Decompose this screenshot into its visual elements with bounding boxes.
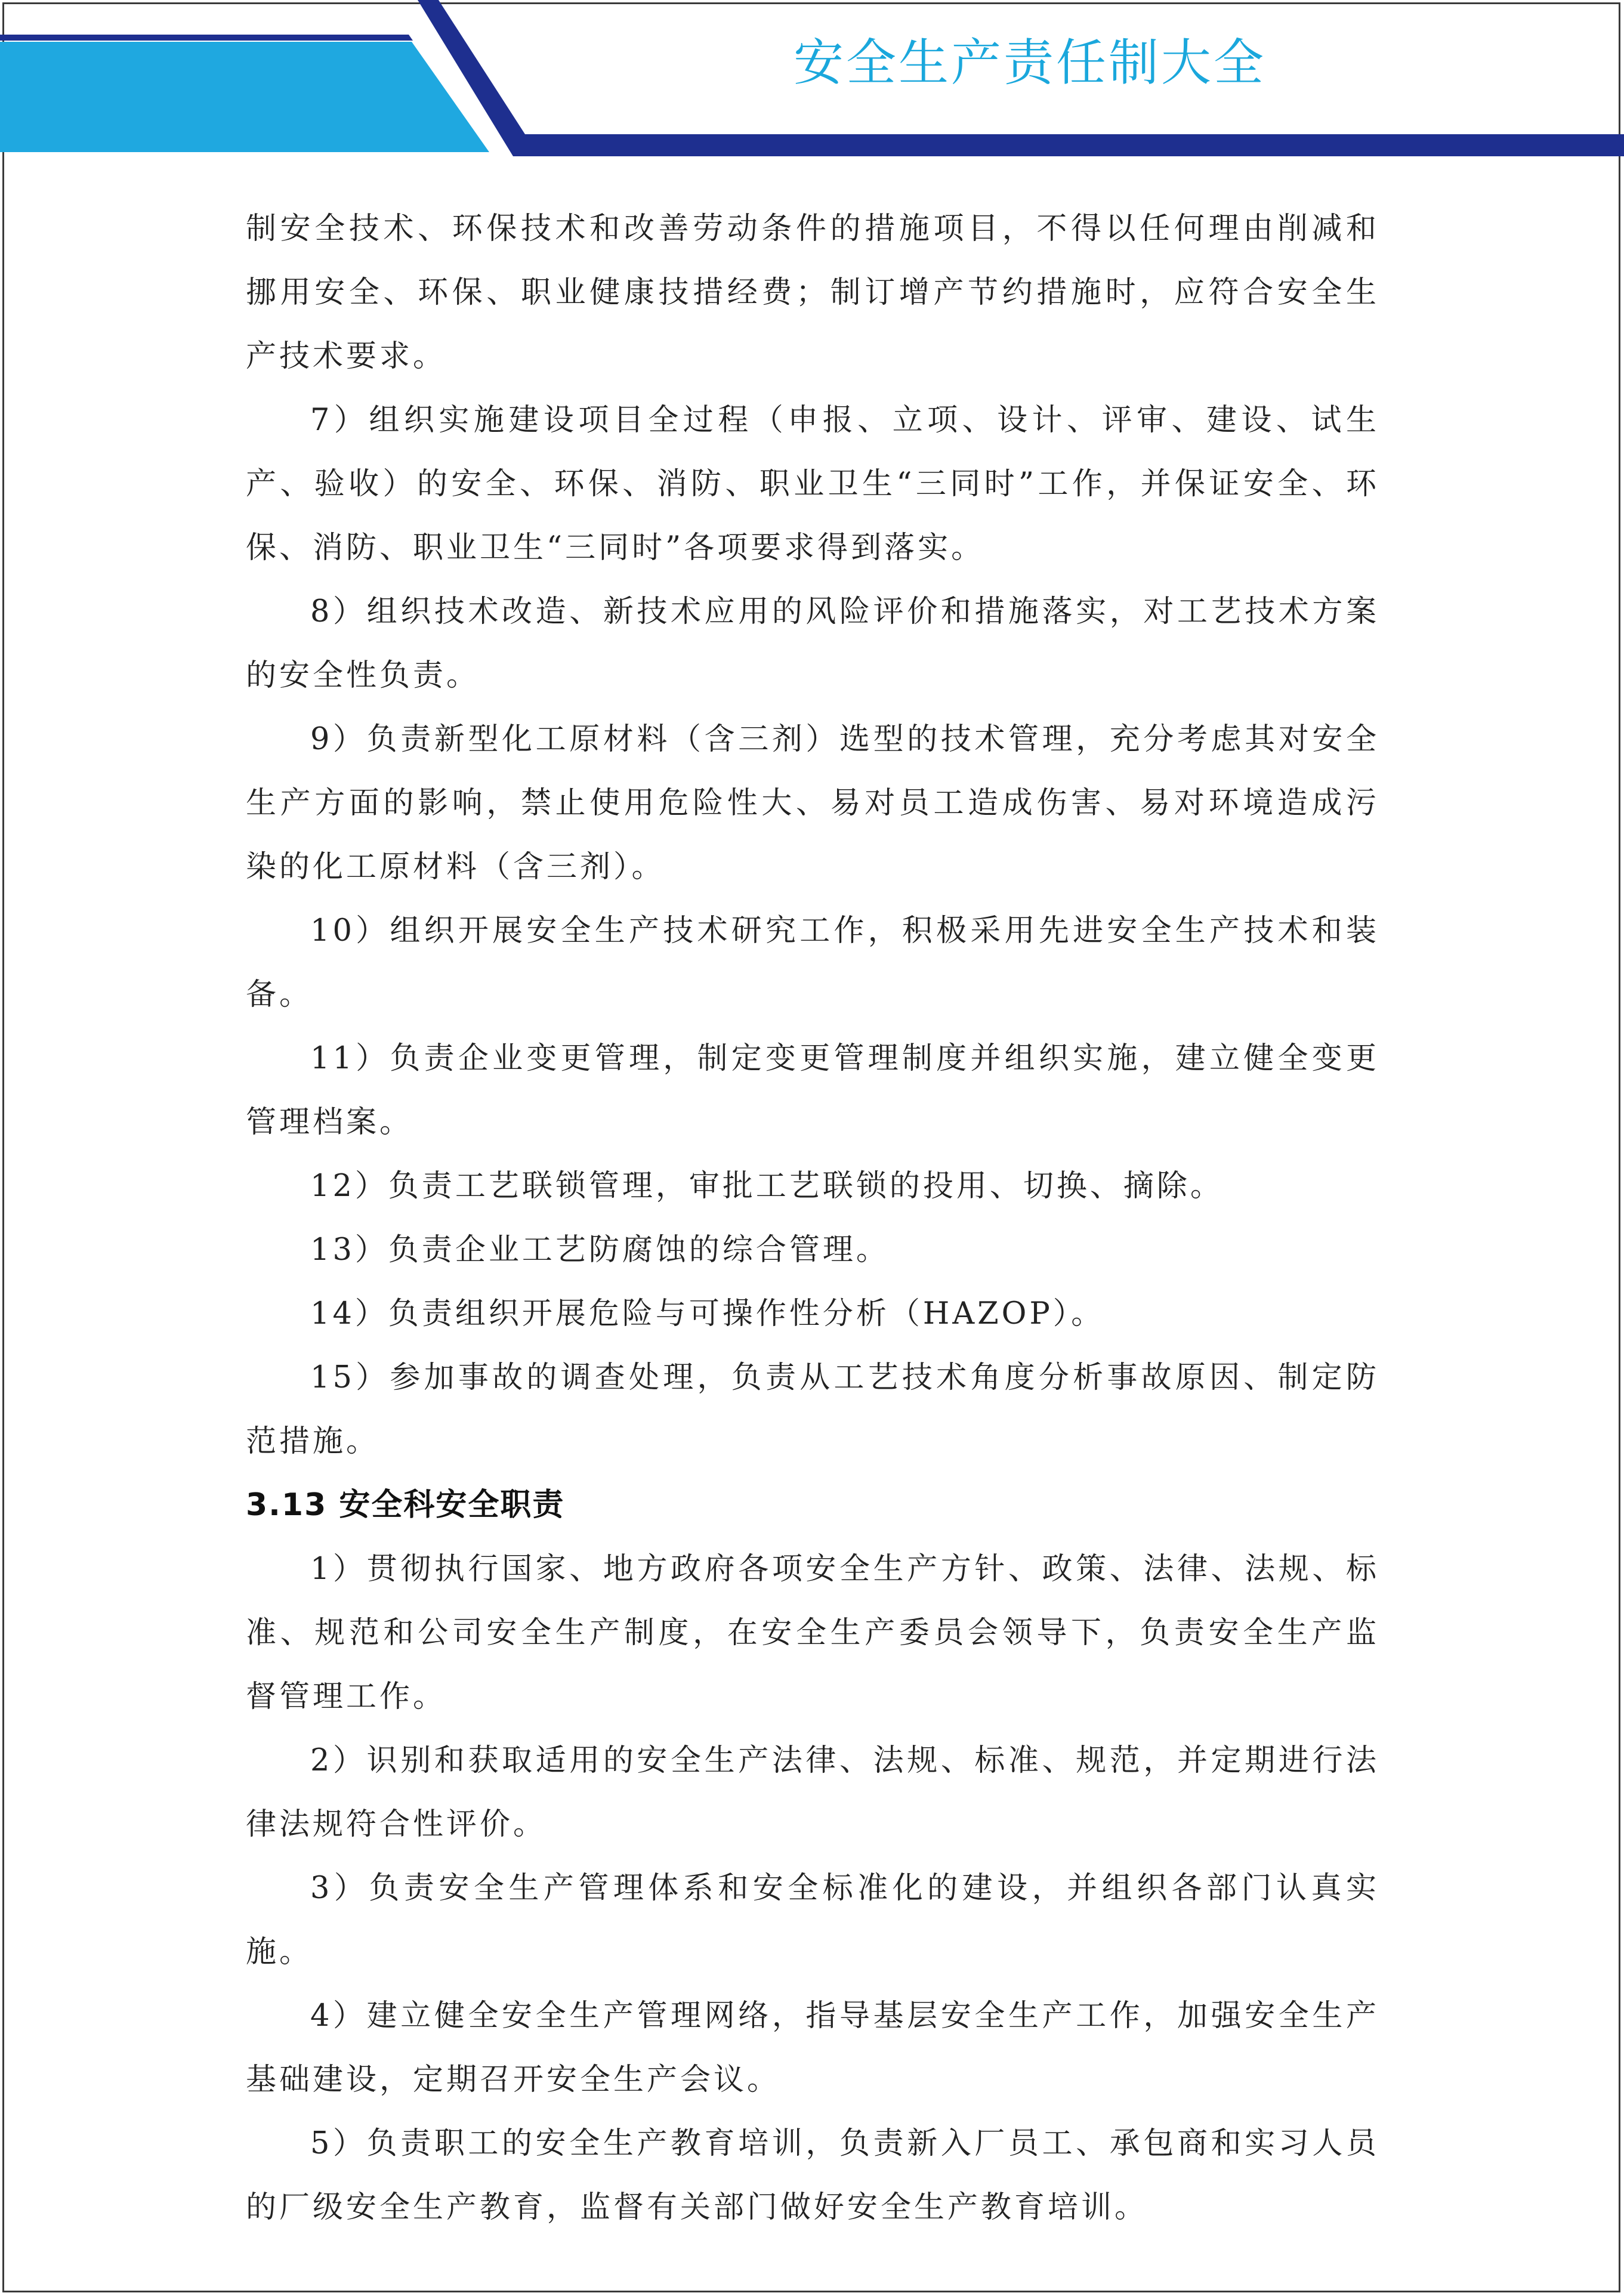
list-item: 14）负责组织开展危险与可操作性分析（HAZOP）。: [310, 1296, 1105, 1331]
paragraph: 制安全技术、环保技术和改善劳动条件的措施项目，不得以任何理由削减和挪用安全、环保、职业健康技措经费；制订增产节约措施时，应符合安全生产技术要求。: [246, 211, 1379, 374]
list-item: 12）负责工艺联锁管理，审批工艺联锁的投用、切换、摘除。: [310, 1169, 1224, 1204]
list-item: 15）参加事故的调查处理，负责从工艺技术角度分析事故原因、制定防范措施。: [246, 1360, 1379, 1459]
list-item: 7）组织实施建设项目全过程（申报、立项、设计、评审、建设、试生产、验收）的安全、环保、消防、职业卫生“三同时”工作，并保证安全、环保、消防、职业卫生“三同时”各项要求得到落实。: [246, 403, 1379, 565]
list-item: 3）负责安全生产管理体系和安全标准化的建设，并组织各部门认真实施。: [246, 1871, 1379, 1970]
list-item: 2）识别和获取适用的安全生产法律、法规、标准、规范，并定期进行法律法规符合性评价。: [246, 1743, 1379, 1842]
list-item: 5）负责职工的安全生产教育培训，负责新入厂员工、承包商和实习人员的厂级安全生产教育，监督有关部门做好安全生产教育培训。: [246, 2126, 1379, 2225]
document-body: [246, 197, 1379, 2239]
header-light-blue-band: [0, 42, 489, 152]
document-header-title: 安全生产责任制大全: [794, 33, 1267, 92]
section-heading: 3.13 安全科安全职责: [246, 1487, 565, 1523]
list-item: 9）负责新型化工原材料（含三剂）选型的技术管理，充分考虑其对安全生产方面的影响，禁止使用危险性大、易对员工造成伤害、易对环境造成污染的化工原材料（含三剂）。: [246, 722, 1379, 885]
list-item: 1）贯彻执行国家、地方政府各项安全生产方针、政策、法律、法规、标准、规范和公司安全生产制度，在安全生产委员会领导下，负责安全生产监督管理工作。: [246, 1552, 1379, 1714]
list-item: 13）负责企业工艺防腐蚀的综合管理。: [310, 1232, 890, 1268]
list-item: 10）组织开展安全生产技术研究工作，积极采用先进安全生产技术和装备。: [246, 913, 1379, 1012]
header-navy-top-line: [0, 35, 413, 41]
list-item: 4）建立健全安全生产管理网络，指导基层安全生产工作，加强安全生产基础建设，定期召开安全生产会议。: [246, 1998, 1379, 2097]
list-item: 11）负责企业变更管理，制定变更管理制度并组织实施，建立健全变更管理档案。: [246, 1041, 1379, 1140]
list-item: 8）组织技术改造、新技术应用的风险评价和措施落实，对工艺技术方案的安全性负责。: [246, 594, 1379, 693]
